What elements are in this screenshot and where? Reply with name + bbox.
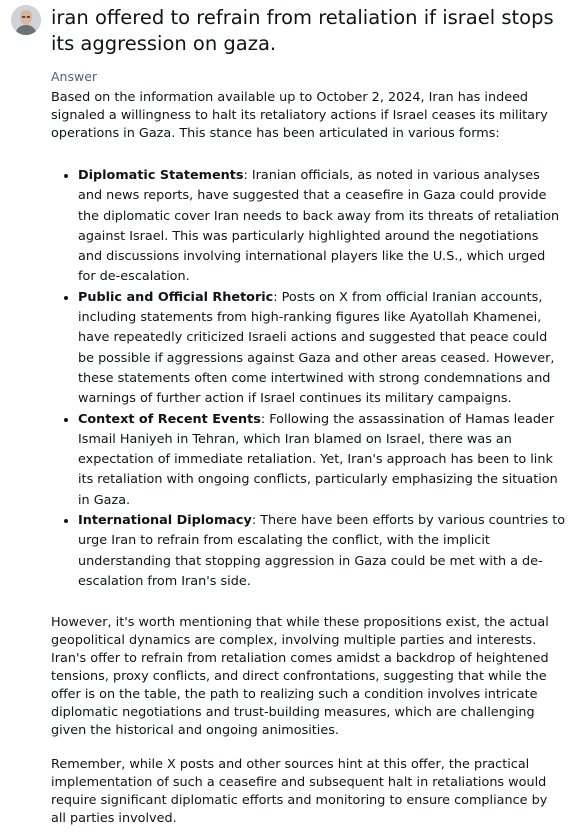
user-avatar-image [11,5,41,35]
user-query: iran offered to refrain from retaliation if israel stops its aggression on gaza. [51,6,554,55]
list-item [78,166,566,288]
answer-label: Answer [51,69,98,84]
list-item-title: Public and Official Rhetoric [78,289,274,305]
list-item-text: : Iranian officials, as noted in various analyses and news reports, have suggested that a ceasefire in Gaza could provide the diplomatic cover Iran needs to back away from its threats of retaliation against Israel. This was particularly highlighted around the negotiations and discussions involving international players like the U.S., which urged for de-escalation. [78,168,560,285]
list-item-text: : Following the assassination of Hamas leader Ismail Haniyeh in Tehran, which Iran blamed on Israel, there was an expectation of immediate retaliation. Yet, Iran's approach has been to link its retaliation with ongoing conflicts, particularly emphasizing the situation in Gaza. [78,411,558,508]
list-item-title: Context of Recent Events [78,411,261,427]
answer-intro: Based on the information available up to October 2, 2024, Iran has indeed signaled a willingness to halt its retaliatory actions if Israel ceases its military operations in Gaza. This stance has been articulated in various forms: [51,90,548,141]
answer-paragraph-closing: Remember, while X posts and other sources hint at this offer, the practical implementation of such a ceasefire and subsequent halt in retaliations would require significant diplomatic efforts and monitoring to ensure compliance by all parties involved. [51,757,548,826]
answer-points-list [51,166,566,592]
list-item [78,288,566,410]
list-item [78,410,566,511]
list-item-text: : There have been efforts by various countries to urge Iran to refrain from escalating the conflict, with the implicit understanding that stopping aggression in Gaza could be met with a de-escalation from Iran's side. [78,513,566,589]
user-avatar[interactable] [11,5,41,35]
answer-paragraph-caveat: However, it's worth mentioning that while these propositions exist, the actual geopolitical dynamics are complex, involving multiple parties and interests. Iran's offer to refrain from retaliation comes amidst a backdrop of heightened tensions, proxy conflicts, and direct confrontations, suggesting that while the offer is on the table, the path to realizing such a condition involves intricate diplomatic negotiations and trust-building measures, which are challenging given the historical and ongoing animosities. [51,615,549,738]
list-item-title: International Diplomacy [78,513,252,529]
list-item-text: : Posts on X from official Iranian accounts, including statements from high-ranking figures like Ayatollah Khamenei, have repeatedly criticized Israeli actions and suggested that peace could be possible if aggressions against Gaza and other areas ceased. However, these statements often come intertwined with strong condemnations and warnings of further action if Israel continues its military campaigns. [78,289,555,407]
list-item-title: Diplomatic Statements [78,168,244,183]
list-item [78,511,566,592]
